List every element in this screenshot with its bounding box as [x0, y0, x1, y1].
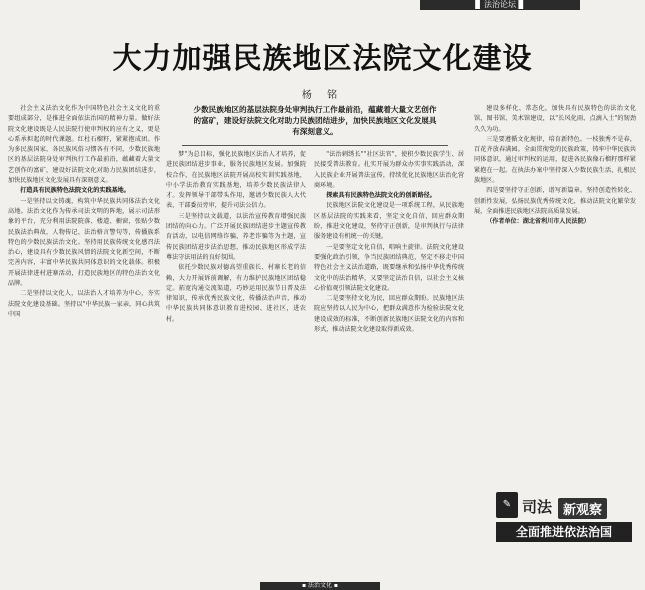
paragraph: 建设多样化、常态化，加快具有民族特色的法治文化馆、图书馆、美术馆建设，以"长风化雨、点滴入土"的韧劲久久为功。: [474, 105, 636, 133]
pen-icon: ✎: [496, 492, 518, 518]
paragraph: 依托少数民族对德高望重族长、村寨长老的信赖，大力开展诉前调解，有力维护民族地区团结稳定。拓宽沟通交流渠道，巧妙运用民族节日普及法律知识，传承优秀民族文化，传播法治声音，推动中华民族共同体意识教育进校园、进社区，进农村。: [166, 264, 306, 323]
article-lead: 少数民族地区的基层法院身处审判执行工作最前沿，蕴藏着大量文艺创作的富矿，建设好法院文化对助力民族团结进步，加快民族地区文化发展具有深刻意义。: [193, 105, 437, 137]
promo-slogan: 全面推进依法治国: [496, 522, 632, 542]
article-author: 杨 铭: [301, 90, 344, 101]
section-banner: ▊ 法治论坛 ▊: [420, 0, 580, 10]
promo-label-b: 新观察: [558, 498, 607, 519]
column-promo: [494, 488, 634, 550]
article-column-2: [166, 150, 306, 584]
section-heading: 打造具有民族特色法院文化的实践基地。: [20, 187, 130, 195]
paragraph: 一是要坚定文化自信，唱响主旋律。法院文化建设要强化政治引领，争当民族团结典范，坚定不移走中国特色社会主义法治道路，既要继承和弘扬中华优秀传统文化中的法治精华，又要坚定法治自信，以社会主义核心价值观引领法院文化建设。: [314, 243, 464, 292]
article-title: 大力加强民族地区法院文化建设: [112, 41, 533, 75]
paragraph: 三是要遵循文化规律，培育新特色。一枝独秀不是春，百花齐放春满园。全面贯彻党的民族政策，铸牢中华民族共同体意识，通过审判权的运用，促进各民族像石榴籽那样紧紧抱在一起。在执法办案中坚持深入少数民族生活，扎根民族地区。: [474, 135, 636, 185]
promo-label-a: 司法: [522, 498, 553, 516]
footer-strip: ▪ 法治文化 ▪: [260, 582, 380, 590]
paragraph: 二是坚持以文化人，以法治人才培养为中心，夯实法院文化建设基础。坚持以"中华民族一家亲，同心共筑中国: [8, 290, 160, 318]
article-column-3: [314, 150, 464, 584]
paragraph: 梦"为总目标，强化民族地区法治人才培养，促进民族团结进步事业，服务民族地区发展。加强院校合作，在民族地区法院开展高校实训实践基地，中小学法治教育实践基地，培养少数民族法律人才。发挥领导干部带头作用，邀请少数民族人大代表、干部委员旁审，提升司法公信力。: [166, 151, 306, 210]
paragraph: 三是坚持以文载道，以法治宣传教育增强民族团结的向心力。广泛开展民族团结进步主题宣传教育活动，以电信网络诈骗、养老诈骗等为主题，宣传民族团结进步法治思想，推动民族地区形成学法尊法守法用法的良好氛围。: [166, 212, 306, 261]
paragraph: 社会主义法治文化作为中国特色社会主义文化的重要组成部分，是推进全面依法治国的精神力量。做好法院文化建设既是人民法院行使审判权的应有之义，更是心系承担起的时代课题。红杜石榴籽，紧紧抱成团。作为多民族国家，各民族风俗习惯各有不同，少数民族地区的基层法院身处审判执行工作最前沿，蕴藏着大量文艺创作的富矿，建设好法院文化对助力民族团结进步，加快民族地区文化发展具有深刻意义。: [8, 105, 160, 185]
lead-divider: [182, 145, 448, 146]
paragraph: "法治刺绣长""社区法官"，使积少数民族学生、居民接受普法教育。扎实开展为群众办实事实践活动，深入民族企业开展普法宣传，持续优化民族地区法治化营商环境。: [314, 151, 464, 189]
paragraph: 民族地区法院文化建设是一项系统工程，从民族地区基层法院的实践来看，坚定文化自信，回应群众期盼，推进文化建设，坚持守正创新，是审判执行与法律服务建设有机统一的关键。: [314, 202, 464, 241]
paragraph: 四是要坚持守正创新，谱写新篇章。坚持创造性转化、创新性发展，弘扬民族优秀传统文化，推动法院文化繁荣发展，全面推进民族地区法院高质量发展。: [474, 187, 636, 215]
paragraph: 二是要坚持文化为民，回应群众期盼。民族地区法院应坚持以人民为中心，把群众满意作为检验法院文化建设成效的标准，不断创新民族地区法院文化的内容和形式，推动法院文化建设取得新成效。: [314, 295, 464, 334]
author-affiliation: （作者单位：湖北省利川市人民法院）: [486, 218, 590, 226]
section-heading: 探索具有民族特色法院文化的创新路径。: [326, 192, 436, 200]
paragraph: 一是坚持以文铸魂，构筑中华民族共同体法治文化高地。法治文化作为传承司法文明的阵地，展示司法形象的平台，充分利用法院院落、楼道、橱窗，张贴少数民族法治典故，人物传记、法治格言警句等，传播族系特色的少数民族法治文化。坚持用民族传统文化感召法治心，建设具有少数民族风情的法院文化新空间，不断完善内容，丰富中华民族共同体意识的文化载体。积极开展法律进村进寨活动，打造民族地区的特色法治文化品牌。: [8, 197, 160, 288]
article-column-4: [474, 104, 636, 484]
article-column-1: [8, 104, 160, 584]
